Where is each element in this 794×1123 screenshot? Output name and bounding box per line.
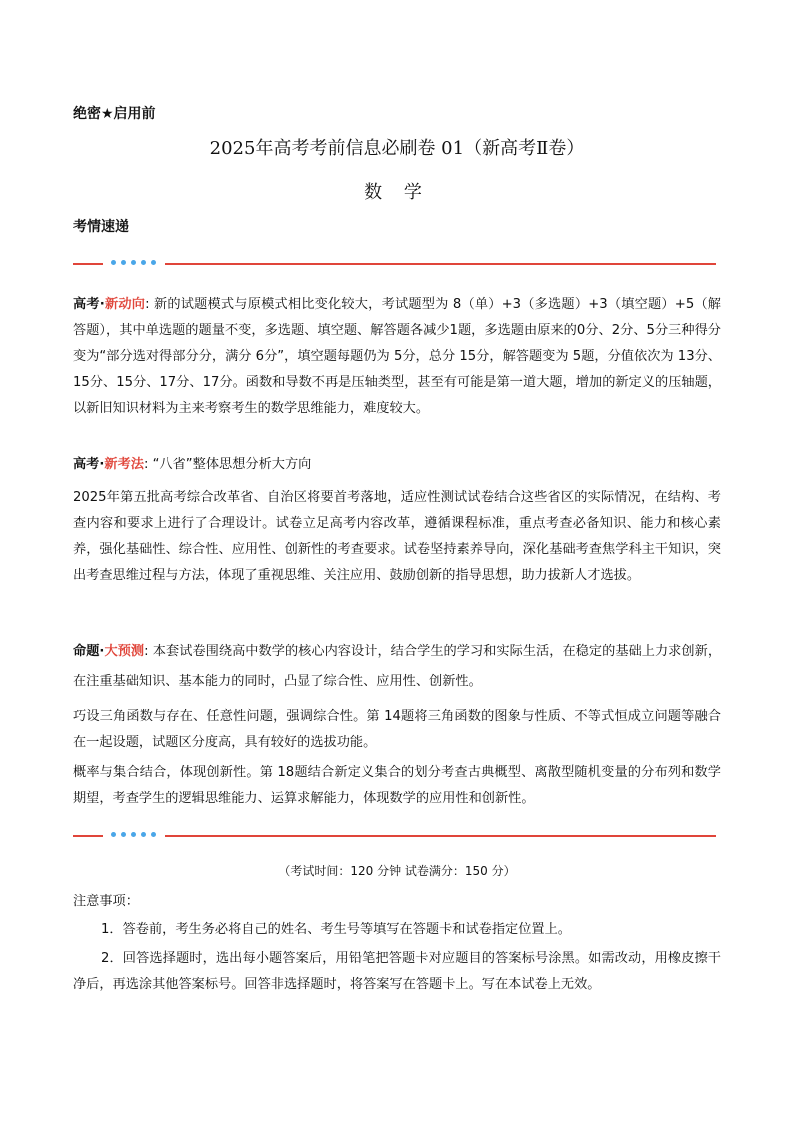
label-gaokao: 高考· bbox=[73, 457, 105, 472]
notes-title: 注意事项： bbox=[73, 894, 139, 909]
note-item: 1．答卷前，考生务必将自己的姓名、考生号等填写在答题卡和试卷指定位置上。 bbox=[101, 922, 571, 937]
section-heading: 考情速递 bbox=[73, 219, 129, 235]
divider-bottom bbox=[73, 831, 716, 841]
label-new-method: 新考法 bbox=[104, 457, 144, 472]
exam-info: （考试时间：120 分钟 试卷满分：150 分） bbox=[278, 864, 516, 878]
paragraph-text: : 新的试题模式与原模式相比变化较大，考试题型为 8（单）+3（多选题）+3（填空题）+5（解答题），其中单选题的题量不变，多选题、填空题、解答题各减少1题，多选题由原来的0分、2分、5分三种得分变为“部分选对得部分分，满分 6分”，填空题每题仍为 5分，总分 15分，解答题变为 5题，分值依次为 13分、15分、15分、17分、17分。函数和导数不再是压轴类型，甚至有可能是第一道大题，增加的新定义的压轴题，以新旧知识材料为主来考察考生的数学思维能力，难度较大。 bbox=[73, 297, 721, 416]
confidential-label: 绝密★启用前 bbox=[73, 106, 156, 122]
note-item: 2．回答选择题时，选出每小题答案后，用铅笔把答题卡对应题目的答案标号涂黑。如需改动，用橡皮擦干净后，再选涂其他答案标号。回答非选择题时，将答案写在答题卡上。写在本试卷上无效。 bbox=[73, 951, 721, 992]
label-prediction: 大预测 bbox=[104, 644, 145, 659]
label-proposition: 命题· bbox=[73, 644, 105, 659]
paragraph-reform: 2025年第五批高考综合改革省、自治区将要首考落地，适应性测试试卷结合这些省区的实际情况，在结构、考查内容和要求上进行了合理设计。试卷立足高考内容改革，遵循课程标准，重点考查必备知识、能力和核心素养，强化基础性、综合性、应用性、创新性的考查要求。试卷坚持素养导向，深化基础考查焦学科主干知识，突出考查思维过程与方法，体现了重视思维、关注应用、鼓励创新的指导思想，助力拔新人才选拔。 bbox=[73, 490, 721, 583]
paragraph-new-method bbox=[73, 452, 721, 478]
paragraph-text: : 本套试卷围绕高中数学的核心内容设计，结合学生的学习和实际生活，在稳定的基础上力求创新，在注重基础知识、基本能力的同时，凸显了综合性、应用性、创新性。 bbox=[73, 644, 722, 689]
label-new-trend: 新动向 bbox=[104, 297, 146, 312]
page-title: 2025年高考考前信息必刷卷 01（新高考Ⅱ卷） bbox=[209, 138, 585, 159]
paragraph-trig: 巧设三角函数与存在、任意性问题，强调综合性。第 14题将三角函数的图象与性质、不等式恒成立问题等融合在一起设题，试题区分度高，具有较好的选拔功能。 bbox=[73, 709, 721, 750]
paragraph-prediction bbox=[73, 637, 721, 697]
paragraph-text: : “八省”整体思想分析大方向 bbox=[143, 457, 312, 472]
subject-title: 数 学 bbox=[364, 182, 430, 203]
paragraph-probability: 概率与集合结合，体现创新性。第 18题结合新定义集合的划分考查古典概型、离散型随机变量的分布列和数学期望，考查学生的逻辑思维能力、运算求解能力，体现数学的应用性和创新性。 bbox=[73, 765, 721, 806]
label-gaokao: 高考· bbox=[73, 297, 105, 312]
paragraph-new-trend bbox=[73, 292, 721, 422]
divider-top bbox=[73, 259, 716, 269]
